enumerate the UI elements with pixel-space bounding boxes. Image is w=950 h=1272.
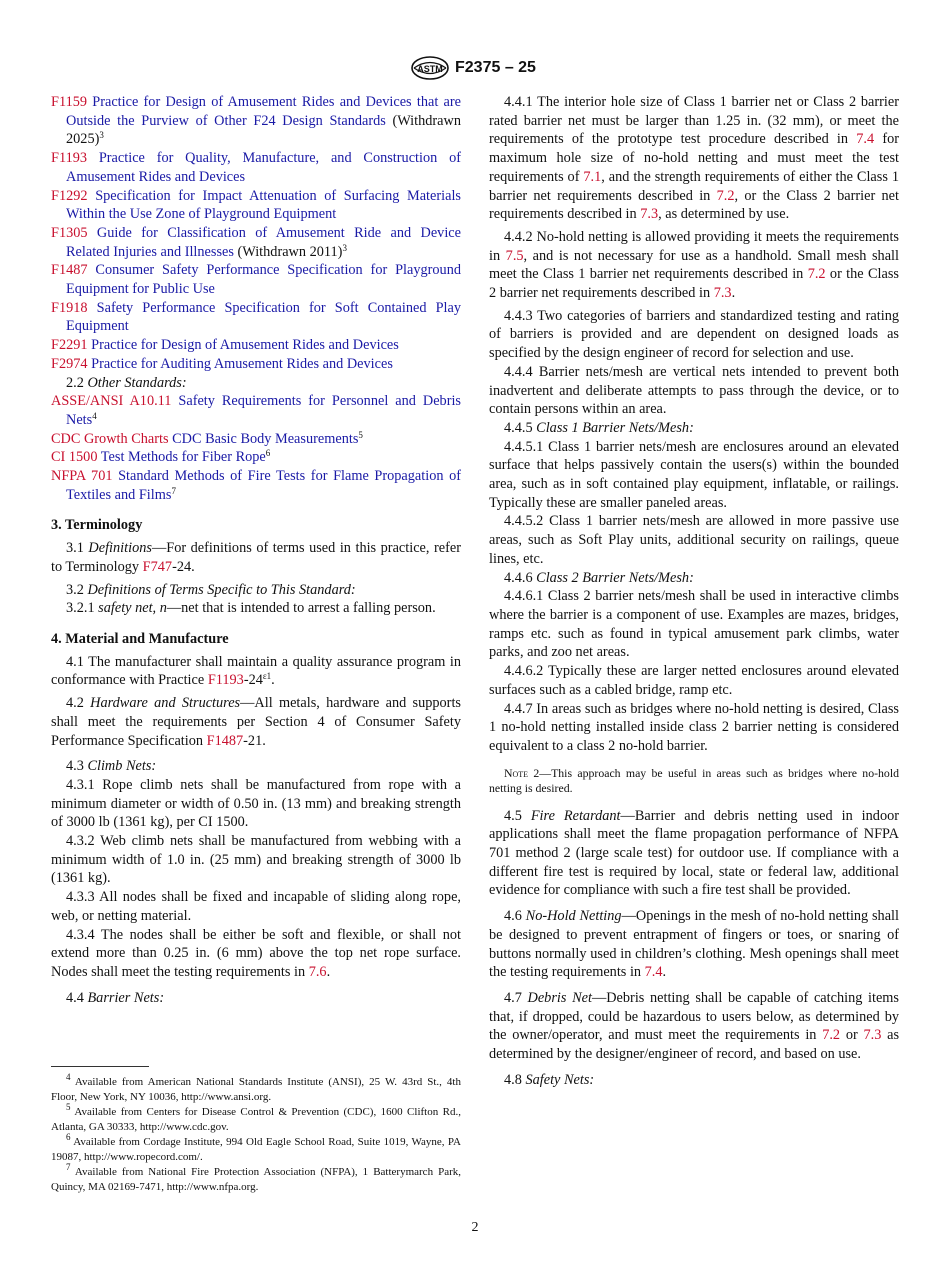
reference-f1193 (51, 149, 461, 186)
term: No-Hold Netting (525, 908, 622, 925)
note-label: Note 2 (504, 765, 540, 780)
withdrawn-note: (Withdrawn 2025) (66, 112, 461, 148)
section-link[interactable]: 7.3 (713, 285, 732, 302)
section-title: Class 2 Barrier Nets/Mesh: (536, 569, 694, 586)
section-4-4-2 (489, 228, 899, 303)
reference-title[interactable]: Practice for Quality, Manufacture, and Construction of Amusement Rides and Devices (66, 150, 461, 185)
reference-f1487 (51, 261, 461, 298)
reference-code[interactable]: F1305 (51, 224, 88, 241)
section-text: . (731, 285, 736, 302)
footnote-number: 7 (66, 1162, 71, 1172)
footnote-text: Available from American National Standards Institute (ANSI), 25 W. 43rd St., 4th Floor, New York, NY 10036, http://www.ansi.org. (51, 1076, 461, 1103)
reference-title[interactable]: Standard Methods of Fire Tests for Flame Propagation of Textiles and Films (66, 468, 461, 503)
section-text: , and is not necessary for use as a handhold. Small mesh shall meet the Class 1 barrier net requirements described in (489, 247, 899, 283)
section-link[interactable]: 7.2 (716, 187, 735, 204)
section-link[interactable]: 7.4 (856, 131, 875, 148)
section-4-7 (489, 989, 899, 1064)
standard-link[interactable]: F1487 (206, 732, 244, 749)
section-title: Barrier Nets: (87, 989, 165, 1006)
section-number: 4.4.5 (504, 419, 537, 436)
footnote-4 (51, 1072, 461, 1105)
section-number: 4.4 (66, 989, 88, 1006)
section-text: 4.1 The manufacturer shall maintain a quality assurance program in conformance with Practice (51, 653, 461, 689)
right-column (489, 93, 899, 1089)
standard-designation: F2375 – 25 (455, 59, 536, 76)
term: Hardware and Structures (90, 695, 241, 712)
section-number: 3.1 (66, 540, 89, 557)
reference-code[interactable]: NFPA 701 (51, 468, 113, 485)
section-4-3 (51, 757, 461, 776)
section-text: for maximum hole size of no-hold netting and must meet the test requirements of (489, 131, 899, 185)
section-text: —net that is intended to arrest a falling person. (166, 600, 436, 617)
section-text: , or the Class 2 barrier net requirements described in (489, 187, 899, 223)
reference-title[interactable]: Guide for Classification of Amusement Ride and Device Related Injuries and Illnesses (66, 224, 461, 260)
section-title: Class 1 Barrier Nets/Mesh: (536, 419, 694, 436)
reference-code[interactable]: CDC Growth Charts (51, 430, 169, 447)
reference-title[interactable]: Consumer Safety Performance Specification for Playground Equipment for Public Use (66, 262, 461, 298)
section-number: 4.3 (66, 758, 88, 775)
section-text: —For definitions of terms used in this practice, refer to Terminology (51, 540, 461, 575)
section-text: . (271, 672, 275, 689)
footnote-number: 5 (66, 1102, 71, 1112)
section-text: 4.4.1 The interior hole size of Class 1 barrier net or Class 2 barrier rated barrier net must be larger than 1.25 in. (32 mm), or meet the requirements of the prototype test procedure described in (489, 94, 899, 148)
section-3-2 (51, 581, 461, 600)
section-text: 4.4.2 No-hold netting is allowed providing it meets the requirements in (489, 228, 899, 264)
reference-asse (51, 392, 461, 429)
section-4-3-2: 4.3.2 Web climb nets shall be manufactured from webbing with a minimum width of 1.0 in. (25 mm) and breaking strength of 3000 lb (1361 kg). (51, 833, 461, 887)
reference-cdc (51, 430, 461, 449)
section-text: —Openings in the mesh of no-hold netting shall be designed to prevent entrapment of fingers or toes, or snaring of buttons normally used in children’s clothing. Mesh openings shall meet the testing requirements in (489, 908, 899, 981)
section-4-3-4 (51, 926, 461, 982)
section-text: -21. (243, 732, 266, 749)
footnote-ref: 7 (171, 485, 176, 496)
section-link[interactable]: 7.2 (807, 266, 826, 283)
footnote-5 (51, 1102, 461, 1135)
section-2-2 (51, 374, 461, 393)
reference-code[interactable]: F2974 (51, 355, 88, 372)
term: Definitions (88, 540, 152, 557)
section-4-4-6 (489, 569, 899, 588)
section-number: 4.4.6 (504, 569, 537, 586)
section-4-1 (51, 653, 461, 690)
footnote-divider (51, 1066, 149, 1067)
section-link[interactable]: 7.1 (583, 168, 602, 185)
section-number: 3.2 (66, 581, 88, 598)
section-text: . (662, 964, 667, 981)
section-number: 4.2 (66, 695, 91, 712)
footnote-number: 4 (66, 1072, 71, 1082)
term: Fire Retardant (530, 807, 621, 824)
section-text: 4.3.4 The nodes shall be either be soft and flexible, or shall not extend more than 0.25 in. (6 mm) above the top net rope surface. Nodes shall meet the testing requirements in (51, 926, 461, 980)
section-link[interactable]: 7.2 (822, 1027, 841, 1044)
section-4-4-6-2: 4.4.6.2 Typically these are larger netted enclosures around elevated surfaces such as a cabled bridge, ramp etc. (489, 663, 899, 698)
section-number: 4.5 (504, 807, 531, 824)
reference-title[interactable]: Practice for Design of Amusement Rides and Devices that are Outside the Purview of Other F24 Design Standards (66, 94, 461, 129)
section-4-6 (489, 907, 899, 982)
section-title: Climb Nets: (87, 758, 157, 775)
reference-f1292 (51, 187, 461, 224)
reference-f2974 (51, 355, 461, 374)
section-3-2-1 (51, 599, 461, 618)
note-text: —This approach may be useful in areas such as bridges where no-hold netting is desired. (489, 765, 899, 796)
section-text: . (326, 963, 331, 980)
note-2 (489, 766, 899, 797)
reference-code[interactable]: F1193 (51, 150, 88, 167)
section-text: or (840, 1027, 864, 1044)
reference-code[interactable]: ASSE/ANSI A10.11 (51, 393, 172, 410)
section-3-1 (51, 539, 461, 576)
section-text: as determined by the designer/engineer of record, and based on use. (489, 1027, 900, 1063)
reference-f1305 (51, 224, 461, 261)
section-number: 4.6 (504, 908, 526, 925)
section-title: Other Standards: (87, 374, 187, 391)
section-text: -24. (172, 558, 195, 575)
section-4-2 (51, 694, 461, 750)
section-3-heading: 3. Terminology (51, 517, 143, 534)
reference-title[interactable]: Specification for Impact Attenuation of Surfacing Materials Within the Use Zone of Playground Equipment (66, 187, 461, 223)
section-4-heading: 4. Material and Manufacture (51, 630, 229, 647)
reference-title[interactable]: Practice for Design of Amusement Rides and Devices (91, 337, 399, 354)
section-number: 4.7 (504, 989, 528, 1006)
section-text: -24 (243, 672, 263, 689)
left-column (51, 93, 461, 1007)
section-4-5 (489, 807, 899, 901)
section-4-3-3: 4.3.3 All nodes shall be fixed and incapable of sliding along rope, web, or netting material. (51, 889, 461, 924)
section-title: Safety Nets: (525, 1071, 595, 1088)
page-number: 2 (471, 1220, 479, 1235)
section-link[interactable]: 7.3 (863, 1027, 882, 1044)
withdrawn-note: (Withdrawn 2011) (233, 243, 343, 260)
footnote-text: Available from National Fire Protection Association (NFPA), 1 Batterymarch Park, Quincy, MA 02169-7471, http://www.nfpa.org. (51, 1166, 461, 1193)
section-4-4-6-1: 4.4.6.1 Class 2 barrier nets/mesh shall be used in interactive climbs where the barrier is a component of use. Examples are mazes, bridges, ramps etc. such as found in typical amusement park climbs, water parks, and zoo net areas. (489, 588, 899, 661)
section-4-4-7: 4.4.7 In areas such as bridges where no-hold netting is desired, Class 1 no-hold netting installed inside class 2 barrier netting is considered equivalent to a class 2 no-hold barrier. (489, 700, 899, 754)
section-number: 3.2.1 (66, 600, 99, 617)
footnote-ref: 3 (342, 242, 347, 253)
reference-code[interactable]: F1487 (51, 262, 88, 279)
reference-nfpa (51, 467, 461, 504)
section-link[interactable]: 7.5 (505, 247, 524, 264)
section-text: —All metals, hardware and supports shall meet the requirements per Section 4 of Consumer Safety Performance Specification (51, 695, 461, 749)
section-text: —Barrier and debris netting used in indoor applications shall meet the flame propagation performance of NFPA 701 method 2 (large scale test) for outdoor use. If compliance with a different fire test is required by local, state or federal law, additional evidence for compliance with such a fire test shall be provided. (489, 807, 899, 899)
reference-code[interactable]: CI 1500 (51, 449, 98, 466)
reference-title[interactable]: CDC Basic Body Measurements (172, 430, 359, 447)
footnote-text: Available from Centers for Disease Control & Prevention (CDC), 1600 Clifton Rd., Atlanta, GA 30333, http://www.cdc.gov. (51, 1106, 461, 1133)
section-4-4-5-2: 4.4.5.2 Class 1 barrier nets/mesh are allowed in more passive use areas, such as Soft Play units, additional security on railings, queue lines, etc. (489, 513, 899, 567)
reference-title[interactable]: Practice for Auditing Amusement Rides and Devices (91, 355, 393, 372)
term: Debris Net (527, 989, 592, 1006)
section-number: 2.2 (66, 374, 88, 391)
section-link[interactable]: 7.6 (308, 963, 327, 980)
footnote-6 (51, 1132, 461, 1165)
section-text: , as determined by use. (658, 206, 790, 223)
section-text: , and the strength requirements of either the Class 1 barrier net requirements described in (489, 168, 899, 204)
section-4-4-3: 4.4.3 Two categories of barriers and standardized testing and rating of barriers is provided and are dependent on designed loads as specified by the design engineer of record for selection and use. (489, 307, 899, 362)
reference-code[interactable]: F1292 (51, 187, 88, 204)
reference-title[interactable]: Safety Requirements for Personnel and Debris Nets (66, 393, 461, 428)
reference-code[interactable]: F2291 (51, 337, 88, 354)
footnote-ref: 3 (99, 130, 104, 141)
standard-link[interactable]: F747 (142, 558, 173, 575)
logo-text: ASTM (417, 64, 443, 74)
section-text: —Debris netting shall be capable of catching items that, if dropped, could be hazardous to users below, as determined by the owner/operator, and must meet the requirements in (489, 989, 899, 1044)
section-4-4-5 (489, 419, 899, 438)
section-4-4-5-1: 4.4.5.1 Class 1 barrier nets/mesh are enclosures around an elevated surface that helps passively contain the users(s) within the bounded area, such as in soft contained play equipment, inflatable, or railings. Typically these are smaller paneled areas. (489, 438, 899, 511)
section-4-4-1 (489, 93, 899, 224)
epsilon-superscript: ε1 (262, 671, 272, 682)
section-4-8 (489, 1071, 899, 1090)
page-header (0, 55, 950, 81)
reference-ci (51, 448, 461, 467)
section-link[interactable]: 7.3 (640, 206, 659, 223)
reference-f2291 (51, 336, 461, 355)
section-4-4-4: 4.4.4 Barrier nets/mesh are vertical nets intended to prevent both inadvertent and deliberate attempts to pass through the device, or to contain persons within an area. (489, 363, 899, 418)
footnote-ref: 6 (265, 448, 271, 459)
section-text: or the Class 2 barrier net requirements described in (489, 266, 899, 302)
term: safety net, n (98, 600, 167, 617)
standard-link[interactable]: F1193 (207, 672, 244, 689)
section-4-3-1: 4.3.1 Rope climb nets shall be manufactured from rope with a minimum diameter or width of 0.50 in. (13 mm) and breaking strength of 3000 lb (1361 kg), per CI 1500. (51, 776, 461, 831)
footnote-ref: 4 (92, 410, 97, 421)
reference-title[interactable]: Test Methods for Fiber Rope (100, 449, 266, 466)
astm-logo-icon (410, 55, 450, 81)
reference-code[interactable]: F1159 (51, 94, 88, 110)
section-number: 4.8 (504, 1071, 526, 1088)
footnote-7 (51, 1162, 461, 1195)
reference-f1159 (51, 93, 461, 149)
footnote-ref: 5 (358, 429, 363, 440)
section-link[interactable]: 7.4 (644, 964, 663, 981)
footnote-number: 6 (66, 1132, 71, 1142)
footnotes (51, 1072, 461, 1195)
reference-f1918 (51, 299, 461, 336)
section-title: Definitions of Terms Specific to This Standard: (87, 581, 356, 598)
reference-code[interactable]: F1918 (51, 299, 88, 316)
footnote-text: Available from Cordage Institute, 994 Old Eagle School Road, Suite 1019, Wayne, PA 19087, http://www.ropecord.com/. (51, 1136, 461, 1163)
section-4-4 (51, 989, 461, 1008)
reference-title[interactable]: Safety Performance Specification for Soft Contained Play Equipment (66, 299, 462, 335)
